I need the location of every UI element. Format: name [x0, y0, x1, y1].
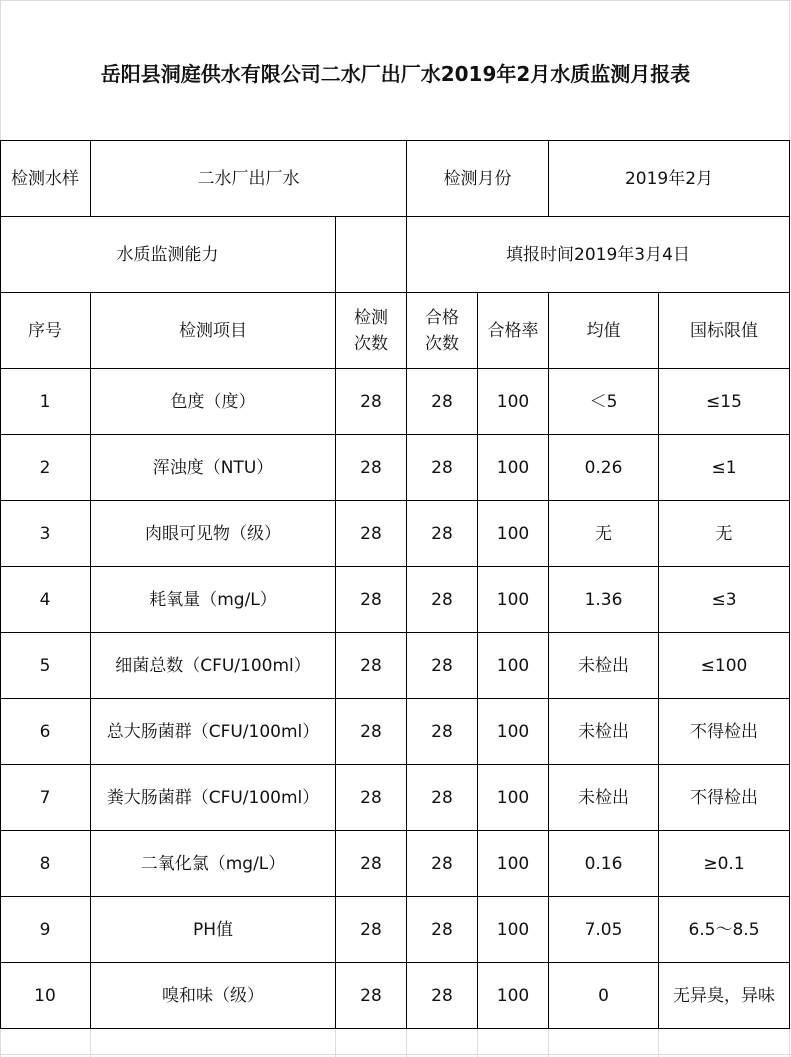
row-rate: 100 — [496, 523, 530, 544]
row-mean: 0.26 — [584, 457, 623, 478]
row-seq: 10 — [34, 985, 56, 1006]
row-rate: 100 — [496, 721, 530, 742]
row-pass: 28 — [431, 523, 453, 544]
row-pass: 28 — [431, 655, 453, 676]
header-item: 检测项目 — [179, 320, 247, 341]
table-border — [789, 140, 790, 1029]
row-limit: 不得检出 — [690, 721, 758, 742]
row-limit: ≤15 — [706, 391, 742, 412]
row-rate: 100 — [496, 787, 530, 808]
row-limit: 无 — [715, 523, 733, 544]
gridline — [789, 1029, 790, 1057]
row-seq: 3 — [39, 523, 51, 544]
table-border — [335, 216, 336, 293]
capability-label: 水质监测能力 — [116, 244, 219, 265]
month-label: 检测月份 — [443, 168, 512, 189]
gridline — [477, 1029, 478, 1057]
row-pass: 28 — [431, 457, 453, 478]
row-mean: 未检出 — [578, 721, 629, 742]
row-mean: 0 — [598, 985, 609, 1006]
gridline — [406, 1029, 407, 1057]
fill-time: 填报时间2019年3月4日 — [506, 244, 690, 265]
row-seq: 1 — [39, 391, 51, 412]
header-rate: 合格率 — [487, 320, 539, 341]
row-seq: 9 — [39, 919, 51, 940]
row-seq: 5 — [39, 655, 51, 676]
sample-value: 二水厂出厂水 — [197, 168, 300, 189]
row-tests: 28 — [360, 655, 382, 676]
row-seq: 7 — [39, 787, 51, 808]
row-rate: 100 — [496, 853, 530, 874]
row-rate: 100 — [496, 589, 530, 610]
row-tests: 28 — [360, 457, 382, 478]
row-seq: 6 — [39, 721, 51, 742]
row-pass: 28 — [431, 919, 453, 940]
row-item: PH值 — [192, 919, 234, 940]
row-limit: 无异臭，异味 — [673, 985, 775, 1006]
row-mean: 未检出 — [578, 655, 629, 676]
row-item: 二氧化氯（mg/L） — [140, 853, 286, 874]
row-rate: 100 — [496, 655, 530, 676]
header-tests-line1: 检测 — [354, 307, 388, 328]
row-pass: 28 — [431, 391, 453, 412]
row-mean: ＜5 — [589, 391, 618, 412]
row-tests: 28 — [360, 787, 382, 808]
row-tests: 28 — [360, 853, 382, 874]
row-mean: 0.16 — [584, 853, 623, 874]
row-limit: 6.5～8.5 — [688, 919, 760, 940]
row-pass: 28 — [431, 589, 453, 610]
month-value: 2019年2月 — [624, 168, 714, 189]
row-rate: 100 — [496, 985, 530, 1006]
row-item: 总大肠菌群（CFU/100ml） — [106, 721, 320, 742]
sample-label: 检测水样 — [11, 168, 79, 189]
row-tests: 28 — [360, 523, 382, 544]
row-limit: ≤1 — [711, 457, 737, 478]
row-mean: 未检出 — [578, 787, 629, 808]
row-limit: ≤100 — [700, 655, 748, 676]
header-pass-line1: 合格 — [425, 307, 459, 328]
row-tests: 28 — [360, 721, 382, 742]
gridline — [0, 1054, 791, 1055]
header-tests-line2: 次数 — [354, 333, 388, 354]
row-tests: 28 — [360, 391, 382, 412]
header-mean: 均值 — [586, 320, 621, 341]
header-pass — [407, 293, 477, 368]
row-pass: 28 — [431, 853, 453, 874]
row-pass: 28 — [431, 787, 453, 808]
gridline — [0, 1029, 1, 1057]
row-rate: 100 — [496, 457, 530, 478]
row-limit: ≥0.1 — [703, 853, 745, 874]
row-limit: ≤3 — [711, 589, 737, 610]
row-rate: 100 — [496, 919, 530, 940]
gridline — [658, 1029, 659, 1057]
row-rate: 100 — [496, 391, 530, 412]
table-border — [0, 1028, 790, 1029]
gridline — [0, 0, 791, 1]
row-seq: 8 — [39, 853, 51, 874]
row-tests: 28 — [360, 985, 382, 1006]
row-item: 细菌总数（CFU/100ml） — [115, 655, 311, 676]
row-seq: 2 — [39, 457, 51, 478]
row-item: 浑浊度（NTU） — [152, 457, 274, 478]
header-seq: 序号 — [28, 320, 62, 341]
row-item: 粪大肠菌群（CFU/100ml） — [106, 787, 320, 808]
header-tests — [336, 293, 406, 368]
row-tests: 28 — [360, 919, 382, 940]
row-mean: 7.05 — [584, 919, 623, 940]
row-item: 耗氧量（mg/L） — [149, 589, 277, 610]
row-pass: 28 — [431, 721, 453, 742]
row-item: 肉眼可见物（级） — [145, 523, 281, 544]
row-mean: 1.36 — [584, 589, 623, 610]
row-item: 嗅和味（级） — [162, 985, 264, 1006]
row-limit: 不得检出 — [690, 787, 758, 808]
gridline — [335, 1029, 336, 1057]
row-seq: 4 — [39, 589, 51, 610]
header-limit: 国标限值 — [690, 320, 758, 341]
gridline — [90, 1029, 91, 1057]
report-title: 岳阳县洞庭供水有限公司二水厂出厂水2019年2月水质监测月报表 — [100, 61, 691, 86]
row-pass: 28 — [431, 985, 453, 1006]
header-pass-line2: 次数 — [425, 333, 459, 354]
row-item: 色度（度） — [170, 391, 256, 412]
row-mean: 无 — [595, 523, 612, 544]
row-tests: 28 — [360, 589, 382, 610]
gridline — [548, 1029, 549, 1057]
